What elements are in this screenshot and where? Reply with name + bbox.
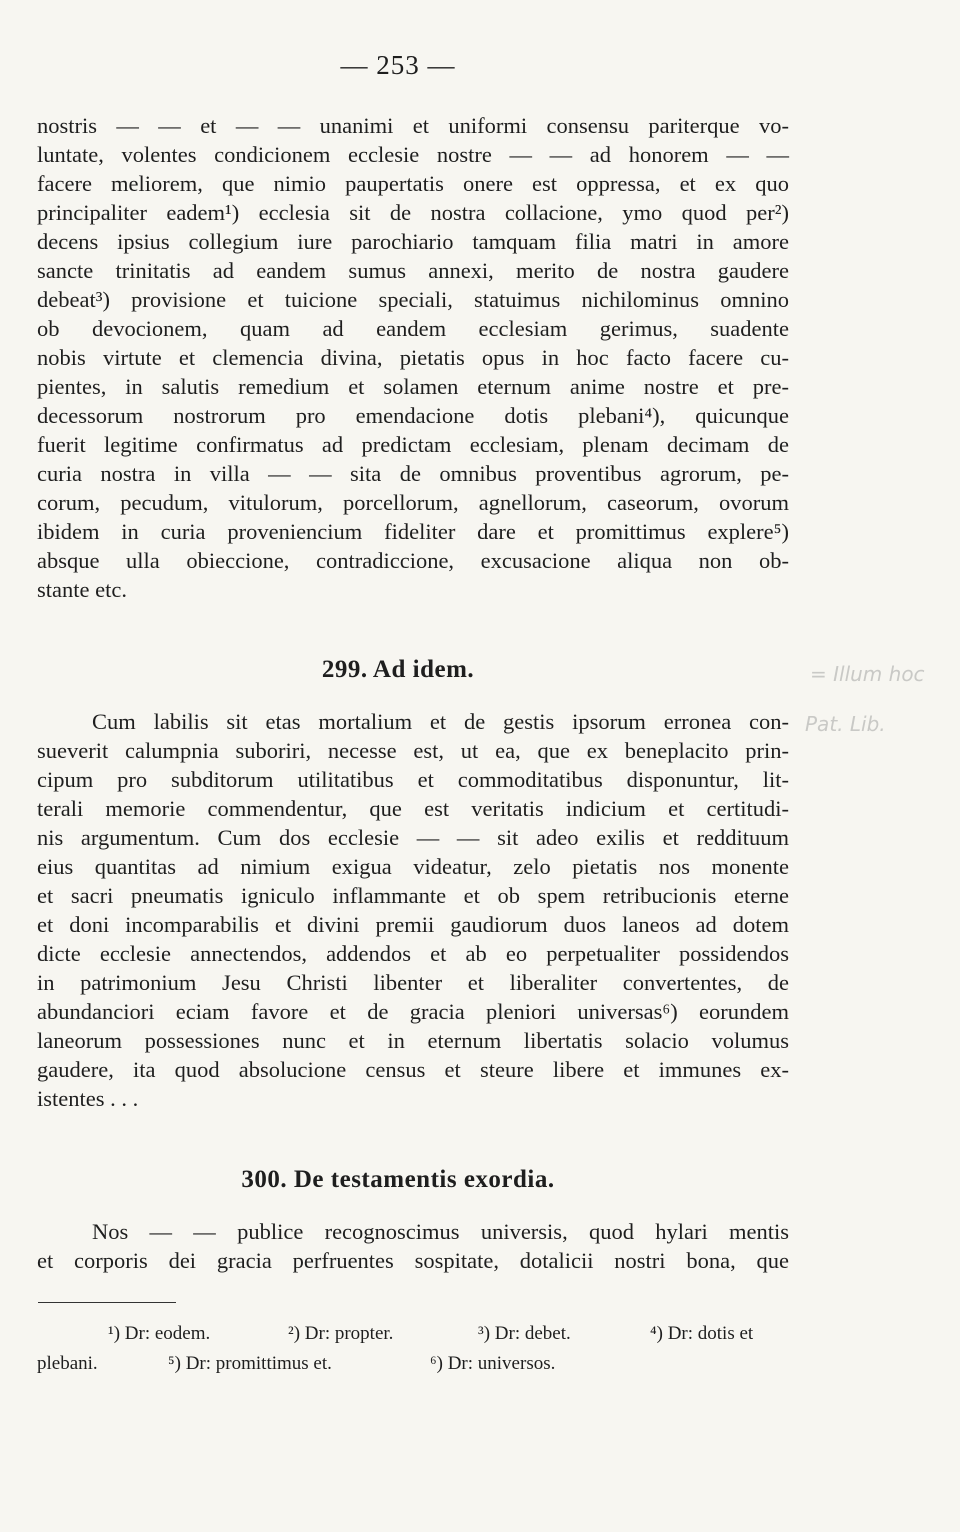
text-line: decens ipsius collegium iure parochiario tamquam filia matri in amore (37, 229, 789, 254)
footnote-6: ⁶) Dr: universos. (430, 1353, 556, 1374)
footnote-1: ¹) Dr: eodem. (108, 1323, 211, 1344)
text-line: curia nostra in villa — — sita de omnibus proventibus agrorum, pe- (37, 461, 789, 486)
text-line: dicte ecclesie annectendos, addendos et ab eo perpetualiter possidendos (37, 941, 789, 966)
text-line: facere meliorem, que nimio paupertatis onere est oppressa, et ex quo (37, 171, 789, 196)
margin-annotation: Pat. Lib. (805, 712, 886, 736)
text-line: decessorum nostrorum pro emendacione dotis plebani⁴), quicunque (37, 403, 789, 428)
text-line: istentes . . . (37, 1086, 139, 1111)
text-line: abundanciori eciam favore et de gracia pleniori universas⁶) eorundem (37, 999, 789, 1024)
page-number: — 253 — (340, 50, 456, 80)
text-line: debeat³) provisione et tuicione speciali, statuimus nichilominus omnino (37, 287, 789, 312)
text-line: principaliter eadem¹) ecclesia sit de nostra collacione, ymo quod per²) (37, 200, 789, 225)
margin-annotation: = Illum hoc (810, 662, 925, 686)
text-line: absque ulla obieccione, contradiccione, excusacione aliqua non ob- (37, 548, 789, 573)
text-line: in patrimonium Jesu Christi libenter et liberaliter convertentes, de (37, 970, 789, 995)
footnote-5: ⁵) Dr: promittimus et. (168, 1353, 332, 1374)
text-line: et doni incomparabilis et divini premii gaudiorum duos laneos ad dotem (37, 912, 789, 937)
text-line: sueverit calumpnia suboriri, necesse est, ut ea, que ex beneplacito prin- (37, 738, 789, 763)
text-line: pientes, in salutis remedium et solamen eternum anime nostre et pre- (37, 374, 789, 399)
footnote-divider (38, 1302, 176, 1303)
text-line: cipum pro subditorum utilitatibus et commoditatibus disponuntur, lit- (37, 767, 789, 792)
text-line: gaudere, ita quod absolucione census et steure libere et immunes ex- (37, 1057, 789, 1082)
footnote-4-continued: plebani. (37, 1353, 98, 1374)
text-line: nis argumentum. Cum dos ecclesie — — sit adeo exilis et reddituum (37, 825, 789, 850)
text-line: stante etc. (37, 577, 127, 602)
text-line: luntate, volentes condicionem ecclesie nostre — — ad honorem — — (37, 142, 789, 167)
text-line: sancte trinitatis ad eandem sumus annexi, merito de nostra gaudere (37, 258, 789, 283)
text-line: et sacri pneumatis igniculo inflammante et ob spem retribucionis eterne (37, 883, 789, 908)
section-heading-300: 300. De testamentis exordia. (241, 1166, 555, 1193)
text-line: Nos — — publice recognoscimus universis, quod hylari mentis (92, 1219, 789, 1244)
footnote-4: ⁴) Dr: dotis et (650, 1323, 754, 1344)
text-line: et corporis dei gracia perfruentes sospitate, dotalicii nostri bona, que (37, 1248, 789, 1273)
text-line: nobis virtute et clemencia divina, pietatis opus in hoc facto facere cu- (37, 345, 789, 370)
text-line: eius quantitas ad nimium exigua videatur, zelo pietatis nos monente (37, 854, 789, 879)
footnote-3: ³) Dr: debet. (478, 1323, 571, 1344)
footnote-2: ²) Dr: propter. (288, 1323, 394, 1344)
text-line: corum, pecudum, vitulorum, porcellorum, agnellorum, caseorum, ovorum (37, 490, 789, 515)
text-line: fuerit legitime confirmatus ad predictam ecclesiam, plenam decimam de (37, 432, 789, 457)
text-line: laneorum possessiones nunc et in eternum libertatis solacio volumus (37, 1028, 789, 1053)
text-line: nostris — — et — — unanimi et uniformi consensu pariterque vo- (37, 113, 789, 138)
text-line: Cum labilis sit etas mortalium et de gestis ipsorum erronea con- (92, 709, 789, 734)
text-line: ibidem in curia proveniencium fideliter dare et promittimus explere⁵) (37, 519, 789, 544)
text-line: ob devocionem, quam ad eandem ecclesiam gerimus, suadente (37, 316, 789, 341)
text-line: terali memorie commendentur, que est veritatis indicium et certitudi- (37, 796, 789, 821)
section-heading-299: 299. Ad idem. (321, 656, 475, 683)
